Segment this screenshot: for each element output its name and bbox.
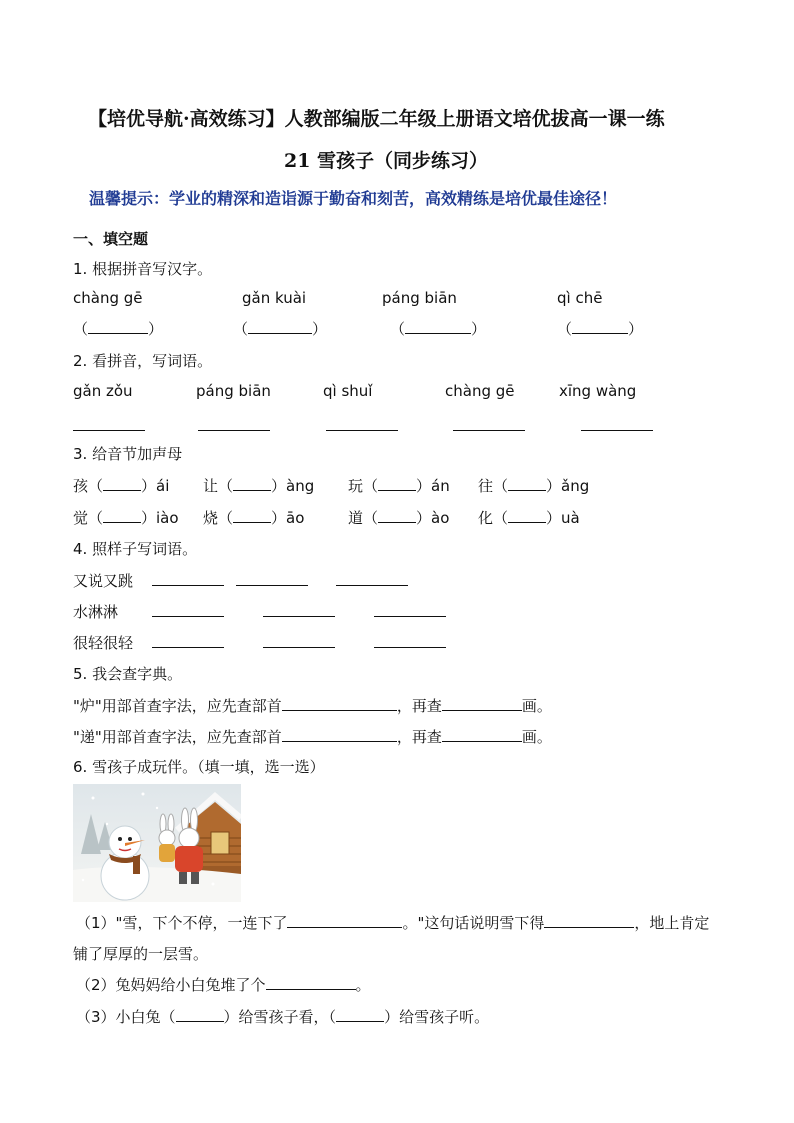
q4-example-3: 很轻很轻 <box>73 634 134 652</box>
q4-answer-line[interactable] <box>336 585 408 586</box>
q5-blank-radical[interactable] <box>282 696 397 711</box>
q2-pinyin-5: xīng wàng <box>559 382 637 400</box>
q5-blank-strokes[interactable] <box>442 696 522 711</box>
q6-blank-snowman[interactable] <box>266 975 356 990</box>
q4-answer-line[interactable] <box>263 616 335 617</box>
q3-item[interactable]: 烧（ ）āo <box>203 509 305 527</box>
q4-answer-line[interactable] <box>152 647 224 648</box>
q1-pinyin-1: chàng gē <box>73 289 143 307</box>
q4-answer-line[interactable] <box>152 616 224 617</box>
q2-answer-line-4[interactable] <box>453 430 525 431</box>
snowman-illustration <box>73 784 241 902</box>
q4-answer-line[interactable] <box>152 585 224 586</box>
q2-pinyin-3: qì shuǐ <box>323 382 373 400</box>
q4-prompt: 4. 照样子写词语。 <box>73 540 198 558</box>
q6-blank-choice-2[interactable] <box>336 1007 384 1022</box>
q1-pinyin-3: páng biān <box>382 289 457 307</box>
q4-answer-line[interactable] <box>263 647 335 648</box>
q4-answer-line[interactable] <box>374 616 446 617</box>
q1-answer-1[interactable]: （ ） <box>73 320 164 338</box>
lesson-title: 21 雪孩子（同步练习） <box>284 150 489 172</box>
q6-sub2: （2）兔妈妈给小白兔堆了个 。 <box>76 976 371 994</box>
q3-prompt: 3. 给音节加声母 <box>73 445 183 463</box>
q5-blank-strokes[interactable] <box>442 727 522 742</box>
q3-item[interactable]: 觉（ ）iào <box>73 509 179 527</box>
q6-sub1-line1: （1）"雪，下个不停，一连下了 。"这句话说明雪下得 ，地上肯定 <box>76 914 710 932</box>
q2-answer-line-1[interactable] <box>73 430 145 431</box>
q2-answer-line-3[interactable] <box>326 430 398 431</box>
q1-prompt: 1. 根据拼音写汉字。 <box>73 260 213 278</box>
q1-pinyin-4: qì chē <box>557 289 603 307</box>
q5-line-2: "递"用部首查字法，应先查部首 ，再查 画。 <box>73 728 552 746</box>
q3-item[interactable]: 孩（ ）ái <box>73 477 170 495</box>
q2-answer-line-5[interactable] <box>581 430 653 431</box>
tip-text: 温馨提示：学业的精深和造诣源于勤奋和刻苦，高效精练是培优最佳途径！ <box>89 189 618 208</box>
q4-example-1: 又说又跳 <box>73 572 134 590</box>
q2-prompt: 2. 看拼音，写词语。 <box>73 352 213 370</box>
q1-answer-3[interactable]: （ ） <box>390 320 487 338</box>
q6-blank-days[interactable] <box>287 913 402 928</box>
q6-prompt: 6. 雪孩子成玩伴。（填一填，选一选） <box>73 758 325 776</box>
q6-blank-choice-1[interactable] <box>176 1007 224 1022</box>
q3-item[interactable]: 道（ ）ào <box>348 509 450 527</box>
q4-example-2: 水淋淋 <box>73 603 119 621</box>
q3-item[interactable]: 化（ ）uà <box>478 509 580 527</box>
q2-answer-line-2[interactable] <box>198 430 270 431</box>
q6-sub1-line2: 铺了厚厚的一层雪。 <box>73 945 209 963</box>
q5-blank-radical[interactable] <box>282 727 397 742</box>
q5-line-1: "炉"用部首查字法，应先查部首 ，再查 画。 <box>73 697 552 715</box>
q3-item[interactable]: 让（ ）àng <box>203 477 315 495</box>
q2-pinyin-4: chàng gē <box>445 382 515 400</box>
q4-answer-line[interactable] <box>374 647 446 648</box>
q4-answer-line[interactable] <box>236 585 308 586</box>
q2-pinyin-2: páng biān <box>196 382 271 400</box>
q2-pinyin-1: gǎn zǒu <box>73 382 133 400</box>
q6-blank-how[interactable] <box>544 913 634 928</box>
page-title: 【培优导航·高效练习】人教部编版二年级上册语文培优拔高一课一练 <box>88 108 665 130</box>
q1-pinyin-2: gǎn kuài <box>242 289 307 307</box>
q5-prompt: 5. 我会查字典。 <box>73 665 183 683</box>
section-heading: 一、填空题 <box>73 230 149 248</box>
q1-answer-2[interactable]: （ ） <box>233 320 328 338</box>
q3-item[interactable]: 往（ ）ǎng <box>478 477 590 495</box>
q1-answer-4[interactable]: （ ） <box>557 320 644 338</box>
q3-item[interactable]: 玩（ ）án <box>348 477 450 495</box>
q6-sub3: （3）小白兔（ ）给雪孩子看，（ ）给雪孩子听。 <box>76 1008 490 1026</box>
